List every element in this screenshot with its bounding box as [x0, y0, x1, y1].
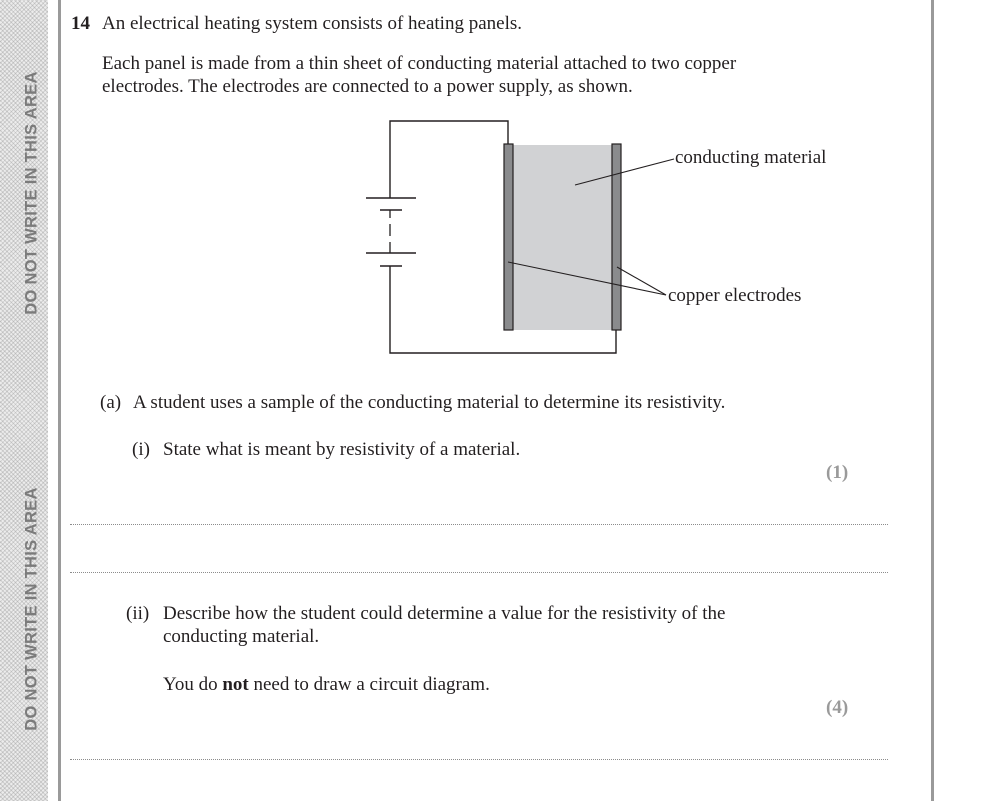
heating-panel-diagram — [360, 116, 850, 361]
part-a-stem: A student uses a sample of the conducting material to determine its resistivity. — [133, 392, 726, 413]
margin-warning-bottom: DO NOT WRITE IN THIS AREA — [22, 487, 41, 731]
conducting-material-sheet — [512, 145, 614, 330]
answer-line[interactable] — [70, 759, 888, 760]
question-description-line2: electrodes. The electrodes are connected to a power supply, as shown. — [102, 76, 633, 97]
part-a-label: (a) — [100, 392, 122, 413]
battery-icon — [366, 198, 416, 266]
answer-line[interactable] — [70, 524, 888, 525]
part-a-ii-marks: (4) — [826, 697, 849, 718]
part-a-i-marks: (1) — [826, 462, 849, 483]
part-a-ii-note — [163, 673, 490, 697]
part-a-ii-text-line1: Describe how the student could determine a value for the resistivity of the — [163, 603, 726, 624]
part-a-i-label: (i) — [132, 439, 150, 460]
answer-line[interactable] — [70, 572, 888, 573]
left-copper-electrode — [504, 144, 513, 330]
label-copper-electrodes: copper electrodes — [668, 285, 802, 306]
question-description-line1: Each panel is made from a thin sheet of conducting material attached to two copper — [102, 53, 737, 74]
question-intro: An electrical heating system consists of heating panels. — [102, 13, 522, 34]
right-margin-rule — [931, 0, 934, 801]
note-before: You do — [163, 674, 218, 695]
part-a-i-text: State what is meant by resistivity of a material. — [163, 439, 521, 460]
right-copper-electrode — [612, 144, 621, 330]
question-number: 14 — [71, 13, 90, 34]
note-emphasis: not — [222, 674, 249, 695]
note-after: need to draw a circuit diagram. — [253, 674, 490, 695]
label-conducting-material: conducting material — [675, 147, 827, 168]
part-a-ii-text-line2: conducting material. — [163, 626, 320, 647]
part-a-ii-label: (ii) — [126, 603, 150, 624]
leader-electrode-right — [617, 267, 666, 295]
margin-warning-top: DO NOT WRITE IN THIS AREA — [22, 71, 41, 315]
left-margin-rule — [58, 0, 61, 801]
circuit-wire-top — [390, 121, 508, 198]
margin-strip — [0, 0, 48, 801]
